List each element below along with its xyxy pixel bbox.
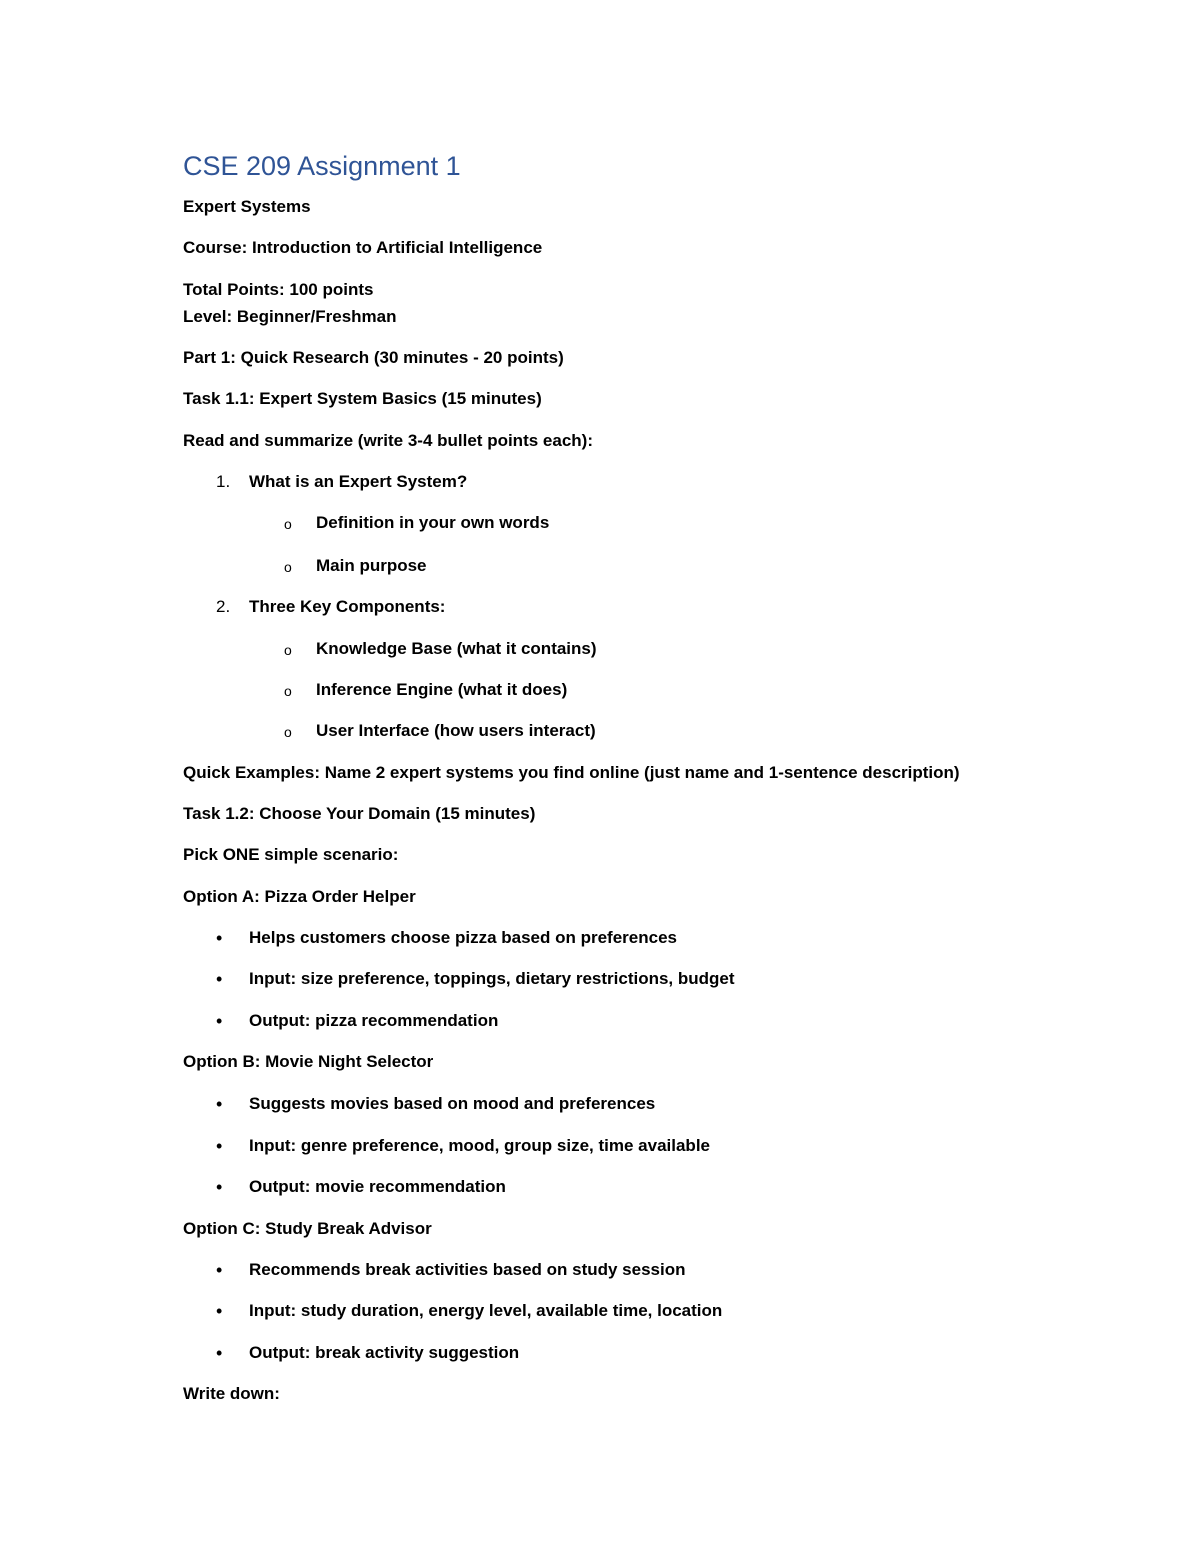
bullet-icon: • bbox=[216, 969, 223, 989]
bullet-item: Output: break activity suggestion bbox=[249, 1343, 520, 1362]
bullet-item: Input: size preference, toppings, dietary restrictions, budget bbox=[249, 969, 735, 988]
bullet-item: Input: study duration, energy level, available time, location bbox=[249, 1301, 723, 1320]
list-number: 2. bbox=[216, 597, 231, 616]
list-number: 1. bbox=[216, 472, 231, 491]
read-summarize-line: Read and summarize (write 3-4 bullet points each): bbox=[183, 431, 593, 450]
sub-list-item: Definition in your own words bbox=[316, 513, 550, 532]
quick-examples-line: Quick Examples: Name 2 expert systems you find online (just name and 1-sentence description) bbox=[183, 763, 960, 782]
bullet-item: Output: movie recommendation bbox=[249, 1177, 506, 1196]
circle-bullet-icon: o bbox=[284, 724, 292, 740]
bullet-item: Input: genre preference, mood, group size, time available bbox=[249, 1136, 710, 1155]
total-points-line: Total Points: 100 points bbox=[183, 280, 374, 299]
circle-bullet-icon: o bbox=[284, 516, 292, 532]
bullet-icon: • bbox=[216, 928, 223, 948]
circle-bullet-icon: o bbox=[284, 642, 292, 658]
list-item: What is an Expert System? bbox=[249, 472, 468, 491]
bullet-item: Recommends break activities based on study session bbox=[249, 1260, 686, 1279]
sub-list-item: Main purpose bbox=[316, 556, 427, 575]
write-down-line: Write down: bbox=[183, 1384, 280, 1403]
circle-bullet-icon: o bbox=[284, 559, 292, 575]
bullet-icon: • bbox=[216, 1094, 223, 1114]
option-b-heading: Option B: Movie Night Selector bbox=[183, 1052, 434, 1071]
course-line: Course: Introduction to Artificial Intelligence bbox=[183, 238, 543, 257]
circle-bullet-icon: o bbox=[284, 683, 292, 699]
part1-heading: Part 1: Quick Research (30 minutes - 20 points) bbox=[183, 348, 564, 367]
task1-1-heading: Task 1.1: Expert System Basics (15 minutes) bbox=[183, 389, 542, 408]
task1-2-heading: Task 1.2: Choose Your Domain (15 minutes) bbox=[183, 804, 536, 823]
sub-list-item: Inference Engine (what it does) bbox=[316, 680, 568, 699]
document-title: CSE 209 Assignment 1 bbox=[183, 151, 461, 181]
pick-one-line: Pick ONE simple scenario: bbox=[183, 845, 399, 864]
subtitle: Expert Systems bbox=[183, 197, 311, 216]
bullet-icon: • bbox=[216, 1136, 223, 1156]
bullet-icon: • bbox=[216, 1343, 223, 1363]
bullet-icon: • bbox=[216, 1011, 223, 1031]
option-a-heading: Option A: Pizza Order Helper bbox=[183, 887, 416, 906]
level-line: Level: Beginner/Freshman bbox=[183, 307, 397, 326]
bullet-item: Suggests movies based on mood and preferences bbox=[249, 1094, 656, 1113]
sub-list-item: User Interface (how users interact) bbox=[316, 721, 596, 740]
sub-list-item: Knowledge Base (what it contains) bbox=[316, 639, 597, 658]
bullet-item: Output: pizza recommendation bbox=[249, 1011, 499, 1030]
bullet-item: Helps customers choose pizza based on preferences bbox=[249, 928, 677, 947]
list-item: Three Key Components: bbox=[249, 597, 446, 616]
bullet-icon: • bbox=[216, 1177, 223, 1197]
option-c-heading: Option C: Study Break Advisor bbox=[183, 1219, 432, 1238]
bullet-icon: • bbox=[216, 1260, 223, 1280]
bullet-icon: • bbox=[216, 1301, 223, 1321]
